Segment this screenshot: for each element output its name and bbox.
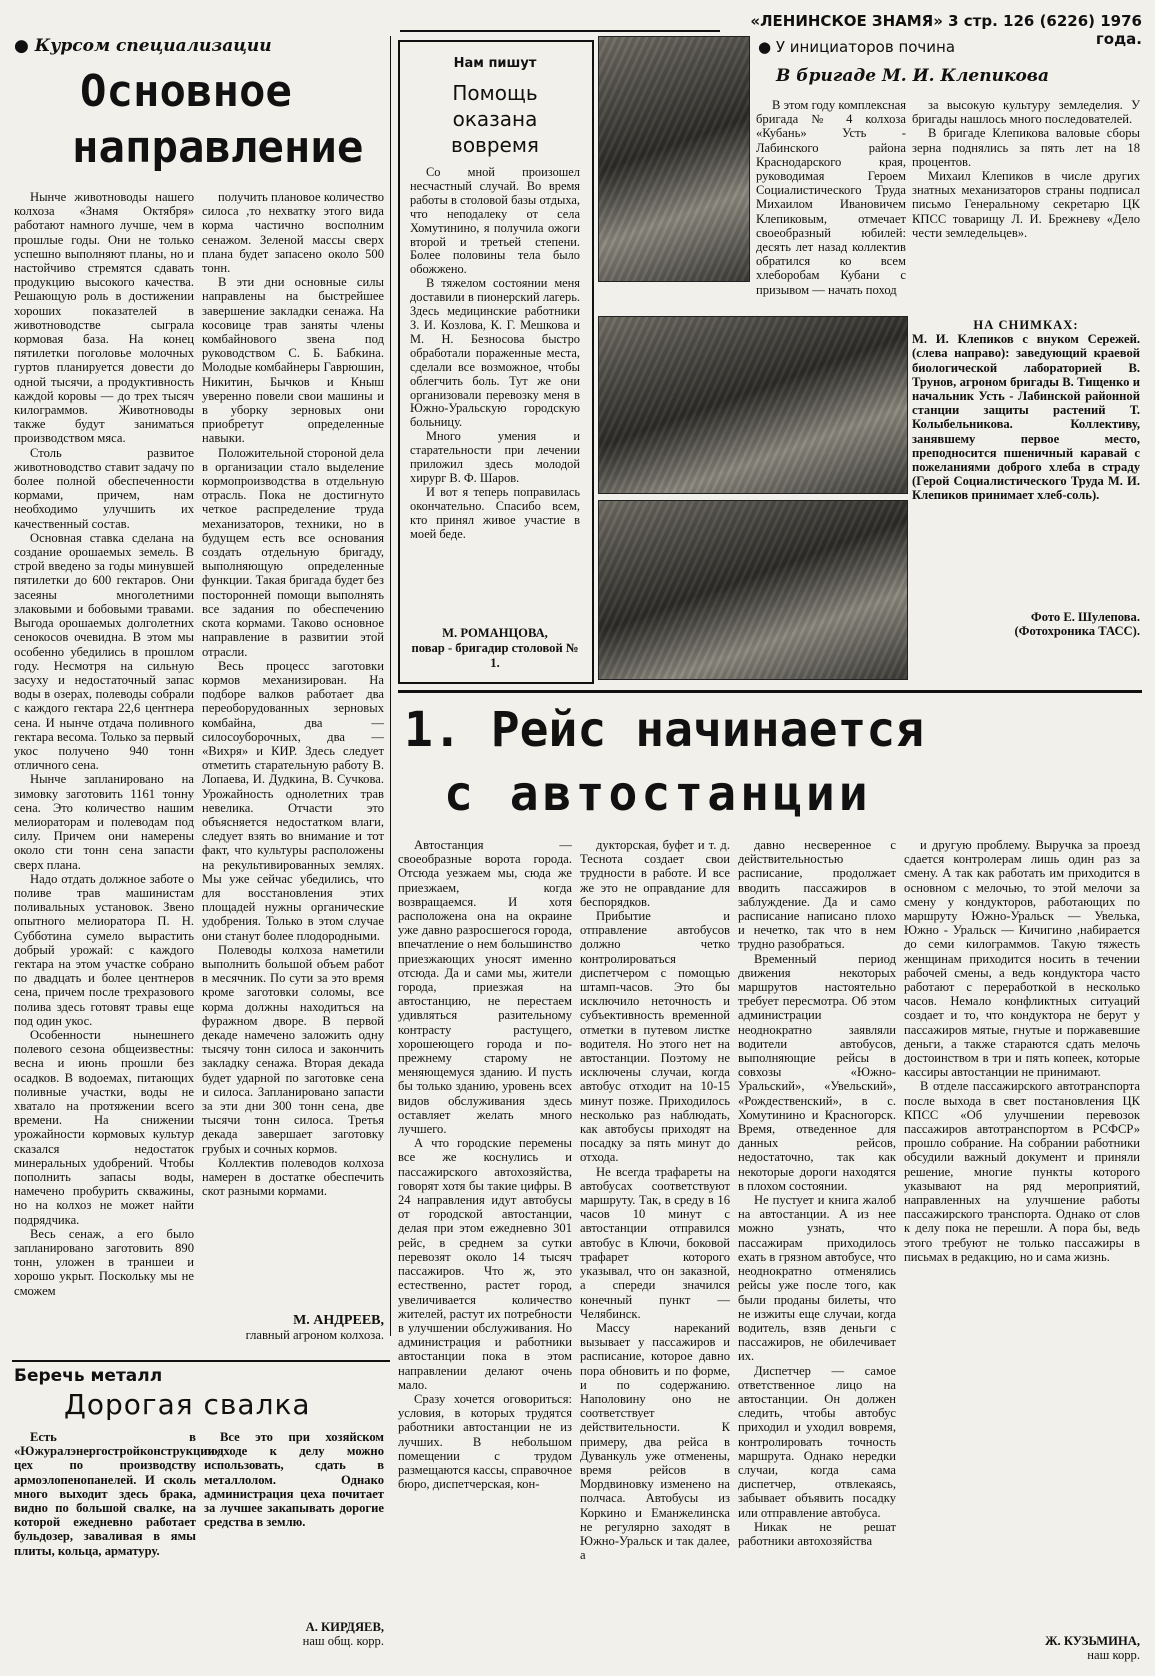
paragraph: Полеводы колхоза наметили выполнить большой объем работ в месячник. По сути за это время кроме заготовки соломы, все корма должны находиться на фуражном дворе. В первой декаде намечено заложить одну тысячу тонн силоса и закончить закладку сенажа. Вторая декада будет ударной по заготовке сена и силоса. Запланировано запасти за эти дни 300 тонн сена, две тысячи тонн силоса. Третья декада завершает заготовку грубых и сочных кормов. xyxy=(202,942,384,1156)
letter-title-line: оказана xyxy=(452,107,538,131)
rubric-initiators xyxy=(758,38,955,56)
initiators-col2 xyxy=(912,98,1140,314)
photo-agronomists xyxy=(598,316,908,494)
paragraph: дукторская, буфет и т. д. Теснота создает свои трудности в работе. И все же это не оправдание для беспорядков. xyxy=(580,838,730,909)
signature-title: повар - бригадир столовой № 1. xyxy=(411,641,579,670)
paragraph: Прибытие и отправление автобусов должно четко контролироваться диспетчером с помощью штамп-часов. Это бы исключило неточность и субъективность временной отметки в путевом листке водителя. Но этого нет на автостанции. Поэтому не исключены случаи, когда автобус отходит на 10-15 минут позже. Приходилось несколько раз наблюдать, как автобусы приходят на посадку за пять минут до отхода. xyxy=(580,909,730,1165)
paragraph: Особенности нынешнего полевого сезона общеизвестны: весна и июнь прошли без осадков. В водоемах, питающих поливные участки, воды не хватало на протяжении всего времени. На снижении урожайности кормовых культур сказался недостаток минеральных удобрений. Чтобы пополнить запасы воды, намечено пробурить скважины, но на колхоз не может найти подрядчика. xyxy=(14,1027,194,1227)
masthead-rule xyxy=(400,30,720,32)
paragraph: Нынче животноводы нашего колхоза «Знамя Октября» работают намного лучше, чем в прошлые годы. Они не только успешно выполняют планы, но и настойчиво стремятся сдавать продукцию высокого качества. Решающую роль в достижении хороших показателей в животноводстве сыграла кормовая база. На конец пятилетки поголовье молочных гуртов планируется довести до одной тысячи, а продуктивность каждой коровы — до трех тысяч килограммов. Животноводы также будут заниматься производством мяса. xyxy=(14,190,194,446)
paragraph: Временный период движения некоторых маршрутов настоятельно требует пересмотра. Об этом администрации неоднократно заявляли водители автобусов, выполняющие рейсы в совхозы «Южно-Уральский», «Увельский», «Рождественский», в с. Хомутинино и Красногорск. Время, отведенное для данных рейсов, недостаточно, так как некоторые дороги находятся в плохом состоянии. xyxy=(738,951,896,1193)
photo-klepikov-grandson xyxy=(598,36,750,282)
paragraph: и другую проблему. Выручка за проезд сдается контролерам лишь один раз за смену. А так как работать им приходится в основном с мелочью, то этой мелочи за смену у кондукторов, работающих по маршруту Южно-Уральск — Увелька, Южно - Уральск — Кичигино ,набирается до семи килограммов. Такую тяжесть женщинам приходится носить в течении рабочей смены, а ведь кондуктора часто работают с переработкой в несколько часов. Немало конфликтных ситуаций создает и то, что кондуктора не берут у пассажиров мятые, гнутые и поржавевшие деньги, а также стараются сдать мелочь достоинством в три и пять копеек, которые кассиры автостанции не принимают. xyxy=(904,838,1140,1080)
headline-reys: 1. Рейс начинается xyxy=(404,702,925,758)
paragraph: Основная ставка сделана на создание орошаемых земель. В строй введено за годы минувшей пятилетки до 600 гектаров. Они засеяны многолетними злаковыми и бобовыми травами. Выгода орошаемых долголетних сенокосов очевидна. В этом мы особенно убедились в прошлом году. Несмотря на сильную засуху и недостаточный запас воды в озерах, полеводы собрали с каждого гектара 22,6 центнера сена. И нынче отдача поливного гектара весома. Только за первый укос получено 940 тонн отличного сена. xyxy=(14,530,194,773)
photo-captions xyxy=(912,318,1140,606)
paragraph: Столь развитое животноводство ставит задачу по более полной обеспеченности кормами, причем, нам необходимо улучшить их качественный состав. xyxy=(14,445,194,531)
paragraph: Коллектив полеводов колхоза намерен в достатке обеспечить скот разными кормами. xyxy=(202,1155,384,1199)
rubric-specialization xyxy=(14,36,272,56)
rubric-text: Курсом специализации xyxy=(34,36,272,56)
bus-col4 xyxy=(904,838,1140,1628)
left-article-col2 xyxy=(202,190,384,1310)
signature-name: Ж. КУЗЬМИНА, xyxy=(1045,1634,1140,1648)
captions-text: М. И. Клепиков с внуком Сережей. (слева направо): заведующий краевой биологической лабораторией В. Трунов, агроном бригады В. Тищенко и начальник Усть - Лабинской районной станции защиты растений Т. Колыбельникова. Коллективу, занявшему первое место, преподносится пшеничный каравай с пожеланиями доброго хлеба в страду (Герой Социалистического Труда М. И. Клепиков принимает хлеб-соль). xyxy=(912,332,1140,503)
bus-col3 xyxy=(738,838,896,1664)
photo-bread-salt xyxy=(598,500,908,680)
paragraph: В этом году комплексная бригада № 4 колхоза «Кубань» Усть - Лабинского района Краснодарского края, руководимая Героем Социалистического Труда Михаилом Ивановичем Клепиковым, отмечает своеобразный юбилей: десять лет назад коллектив обратился ко всем хлеборобам Кубани с призывом — начать поход xyxy=(756,98,906,297)
paragraph: В эти дни основные силы направлены на быстрейшее завершение закладки сенажа. На косовице трав заняты члены комбайнового звена под руководством С. Б. Бабкина. Молодые комбайнеры Гаврюшин, Никитин, Бычков и Кныш уверенно повели свои машины и в уборку зерновых они приобретут определенные навыки. xyxy=(202,275,384,446)
metal-col1 xyxy=(14,1430,222,1660)
paragraph: Со мной произошел несчастный случай. Во время работы в столовой базы отдыха, что неподалеку от села Хомутинино, я получила ожоги второй и третьей степени. Более половины тела было обожжено. xyxy=(410,165,580,277)
letter-title xyxy=(404,80,586,158)
letter-title-line: Помощь xyxy=(452,81,538,105)
paragraph: Весь процесс заготовки кормов механизирован. На подборе валков работает два переоборудованных зерновых комбайна, два — силосоуборочных, два — «Вихря» и КИР. Здесь следует отметить старательную работу В. Лопаева, И. Дудкина, В. Сучкова. Урожайность однолетних трав невелика. Отчасти это объясняется недостатком влаги, следует взять во внимание и тот факт, что культуры расположены на рекультивированных землях. Мы уже сейчас убедились, что для восстановления этих площадей нужны органические удобрения. Только в этом случае они станут более плодородными. xyxy=(202,658,384,943)
paragraph: Не всегда трафареты на автобусах соответствуют маршруту. Так, в среду в 16 часов 10 минут с автостанции отправился автобус в Ключи, боковой трафарет которого указывал, что он заказной, а спереди значился конечный пункт — Челябинск. xyxy=(580,1164,730,1321)
paragraph: Много умения и старательности при лечении приложил здесь молодой хирург В. Ф. Шаров. xyxy=(410,429,580,485)
paragraph: за высокую культуру земледелия. У бригады нашлось много последователей. xyxy=(912,98,1140,127)
paragraph: получить плановое количество силоса ,то нехватку этого вида корма частично восполним сенажом. Зеленой массы сверх плана будет запасено около 500 тонн. xyxy=(202,190,384,276)
bus-col1 xyxy=(398,838,572,1664)
paragraph: В бригаде Клепикова валовые сборы зерна поднялись за пять лет на 18 процентов. xyxy=(912,126,1140,169)
paragraph: Михаил Клепиков в числе других знатных механизаторов страны подписал письмо Генеральному секретарю ЦК КПСС товарищу Л. И. Брежневу «Дело чести земледельцев». xyxy=(912,169,1140,240)
bullet-icon: ● xyxy=(758,38,776,56)
signature-kirdyaev xyxy=(204,1620,384,1649)
paragraph: Сразу хочется оговориться: условия, в которых трудятся работники автостанции не из лучших. В небольшом помещении с трудом размещаются кассы, справочное бюро, диспетчерская, кон- xyxy=(398,1391,572,1492)
column-divider xyxy=(390,36,391,1336)
paragraph: В отделе пассажирского автотранспорта после выхода в свет постановления ЦК КПСС «Об улучшении перевозок пассажиров автотранспортом в РСФСР» прошло собрание. На собрании работники обсудили важный документ и приняли решение, многие пункты которого указывают на ряд мероприятий, направленных на улучшение работы пассажирского транспорта. Однако от слов к делу пока не перешли. А пора бы, ведь этого требуют не только пассажиры в письмах в редакцию, но и сама жизнь. xyxy=(904,1079,1140,1264)
bullet-icon: ● xyxy=(14,36,35,56)
signature-title: главный агроном колхоза. xyxy=(245,1328,384,1343)
bus-top-rule xyxy=(398,690,1142,693)
credit-line: (Фотохроника ТАСС). xyxy=(1014,624,1140,639)
bus-col2 xyxy=(580,838,730,1664)
initiators-col1 xyxy=(756,98,906,304)
paragraph: Положительной стороной дела в организации стало выделение кормопроизводства в отдельную отрасль. Пока не достигнуто четкое распределение труда механизаторов, техники, но в будущем есть все основания создать отдельную бригаду, выполняющую определенные функции. Такая бригада будет без посторонней помощи выполнять все задания по обеспечению скота кормами. Таково основное направление в развитии этой отрасли. xyxy=(202,445,384,659)
headline-avtostantsii: с автостанции xyxy=(444,766,872,822)
paragraph: А что городские перемены все же коснулись и пассажирского автохозяйства, говорят хотя бы такие цифры. В 24 направления идут автобусы от городской автостанции, делая при этом ежедневно 301 рейс, в среднем за сутки перевозят около 14 тысяч пассажиров. Что ж, это естественно, растет город, увеличивается количество жителей, растут их потребности в улучшении обслуживания. Но администрация и работники автостанции пока в этом направлении делают очень мало. xyxy=(398,1136,572,1392)
paragraph: Никак не решат работники автохозяйства xyxy=(738,1519,896,1548)
letter-kicker: Нам пишут xyxy=(453,56,537,71)
signature-kuzmina xyxy=(904,1634,1140,1663)
signature-title: наш общ. корр. xyxy=(302,1634,384,1649)
rubric-text: У инициаторов почина xyxy=(775,38,956,56)
signature-name: М. АНДРЕЕВ, xyxy=(293,1313,384,1328)
letter-body xyxy=(410,166,580,598)
credit-line: Фото Е. Шулепова. xyxy=(1030,610,1140,624)
paragraph: В тяжелом состоянии меня доставили в пионерский лагерь. Здесь медицинские работники З. И. Козлова, К. Г. Мешкова и М. Н. Безносова быстро обработали пораженные места, сделали все возможное, чтобы облегчить боль. Тут же они организовали перевозку меня в Южно-Уральскую городскую больницу. xyxy=(410,276,580,430)
rubric-metal: Беречь металл xyxy=(14,1366,163,1386)
signature-name: А. КИРДЯЕВ, xyxy=(305,1620,384,1634)
signature-title: наш корр. xyxy=(1087,1648,1140,1663)
paragraph: Диспетчер — самое ответственное лицо на автостанции. Он должен следить, чтобы автобус приходил и уходил вовремя, контролировать точность маршрута. Однако нередки случаи, когда сама диспетчер, отвлекаясь, забывает объявить посадку или отправление автобуса. xyxy=(738,1363,896,1520)
paragraph: Есть в «Южуралэнергостройконструкции» цех по производству армоэлопенопанелей. И сколь много выходит здесь брака, видно по большой свалке, на которой ежедневно работает бульдозер, заваливая в ямы плиты, кольца, арматуру. xyxy=(14,1430,222,1558)
masthead: «ЛЕНИНСКОЕ ЗНАМЯ» 3 стр. 126 (6226) 1976 года. xyxy=(750,12,1142,48)
paragraph: Автостанция — своеобразные ворота города. Отсюда уезжаем мы, сюда же приезжаем, когда возвращаемся. И хотя расположена она на окраине уже давно разросшегося города, впечатление о нем большинство приезжающих уносят именно отсюда. Да и сами мы, жители города, приезжая на автостанцию, не перестаем удивляться разительному контрасту растущего, хорошеющего города и по-прежнему старому не меняющемуся зданию. И пусть бы только зданию, уровень всех видов обслуживания здесь оставляет желать много лучшего. xyxy=(398,838,572,1137)
paragraph: давно несверенное с действительностью расписание, продолжает вводить пассажиров в заблуждение. Да и само расписание написано плохо и нечетко, так что в нем трудно разобраться. xyxy=(738,838,896,952)
headline-osnovnoe: Основное xyxy=(80,66,292,117)
signature-romantsova xyxy=(410,626,580,671)
photo-credit xyxy=(912,610,1140,639)
initiators-subtitle: В бригаде М. И. Клепикова xyxy=(776,66,1049,86)
signature-andreev xyxy=(202,1314,384,1343)
headline-napravlenie: направление xyxy=(72,122,364,173)
paragraph: Все это при хозяйском подходе к делу можно использовать, сдать в металлолом. Однако администрация цеха почитает за лучшее закапывать дорогие средства в землю. xyxy=(204,1430,384,1530)
paragraph: И вот я теперь поправилась окончательно. Спасибо всем, кто принял живое участие в моей беде. xyxy=(410,484,580,541)
headline-dorogaya-svalka: Дорогая свалка xyxy=(64,1388,311,1421)
paragraph: Надо отдать должное заботе о поливе трав машинистам поливальных установок. Звено опытного мелиоратора П. Н. Субботина сумело вырастить добрый урожай: с каждого гектара на этом участке собрано по двадцать и более центнеров сена, причем после трехразового полива здесь готовят травы еще под один укос. xyxy=(14,871,194,1028)
metal-top-rule xyxy=(12,1360,390,1362)
paragraph: Нынче запланировано на зимовку заготовить 1161 тонну сена. Это количество нашим мелиораторам и полеводам под силу. Причем они намерены около сти тонн сена запасти сверх плана. xyxy=(14,772,194,872)
paragraph: Массу нареканий вызывает у пассажиров и расписание, которое давно пора обновить и по форме, и по содержанию. Наполовину оно не соответствует действительности. К примеру, два рейса в Дуванкуль уже отменены, время рейсов в Мордвиновку изменено на полчаса. Автобусы из Коркино и Еманжелинска не регулярно заходят в Южно-Уральск и так далее, а xyxy=(580,1320,730,1563)
paragraph: Весь сенаж, а его было запланировано заготовить 890 тонн, уложен в траншеи и хорошо укрыт. Поскольку мы не сможем xyxy=(14,1226,194,1298)
left-article-col1 xyxy=(14,190,194,1335)
captions-label: НА СНИМКАХ: xyxy=(973,318,1079,332)
metal-col2 xyxy=(204,1430,384,1550)
signature-name: М. РОМАНЦОВА, xyxy=(442,626,548,640)
paragraph: Не пустует и книга жалоб на автостанции. А из нее можно узнать, что пассажирам приходилось ехать в грязном автобусе, что неоднократно отменялись рейсы уже после того, как были проданы билеты, что не изжиты еще случаи, когда водитель, взяв деньги с пассажиров, не обилечивает их. xyxy=(738,1193,896,1364)
letter-title-line: вовремя xyxy=(451,133,539,157)
